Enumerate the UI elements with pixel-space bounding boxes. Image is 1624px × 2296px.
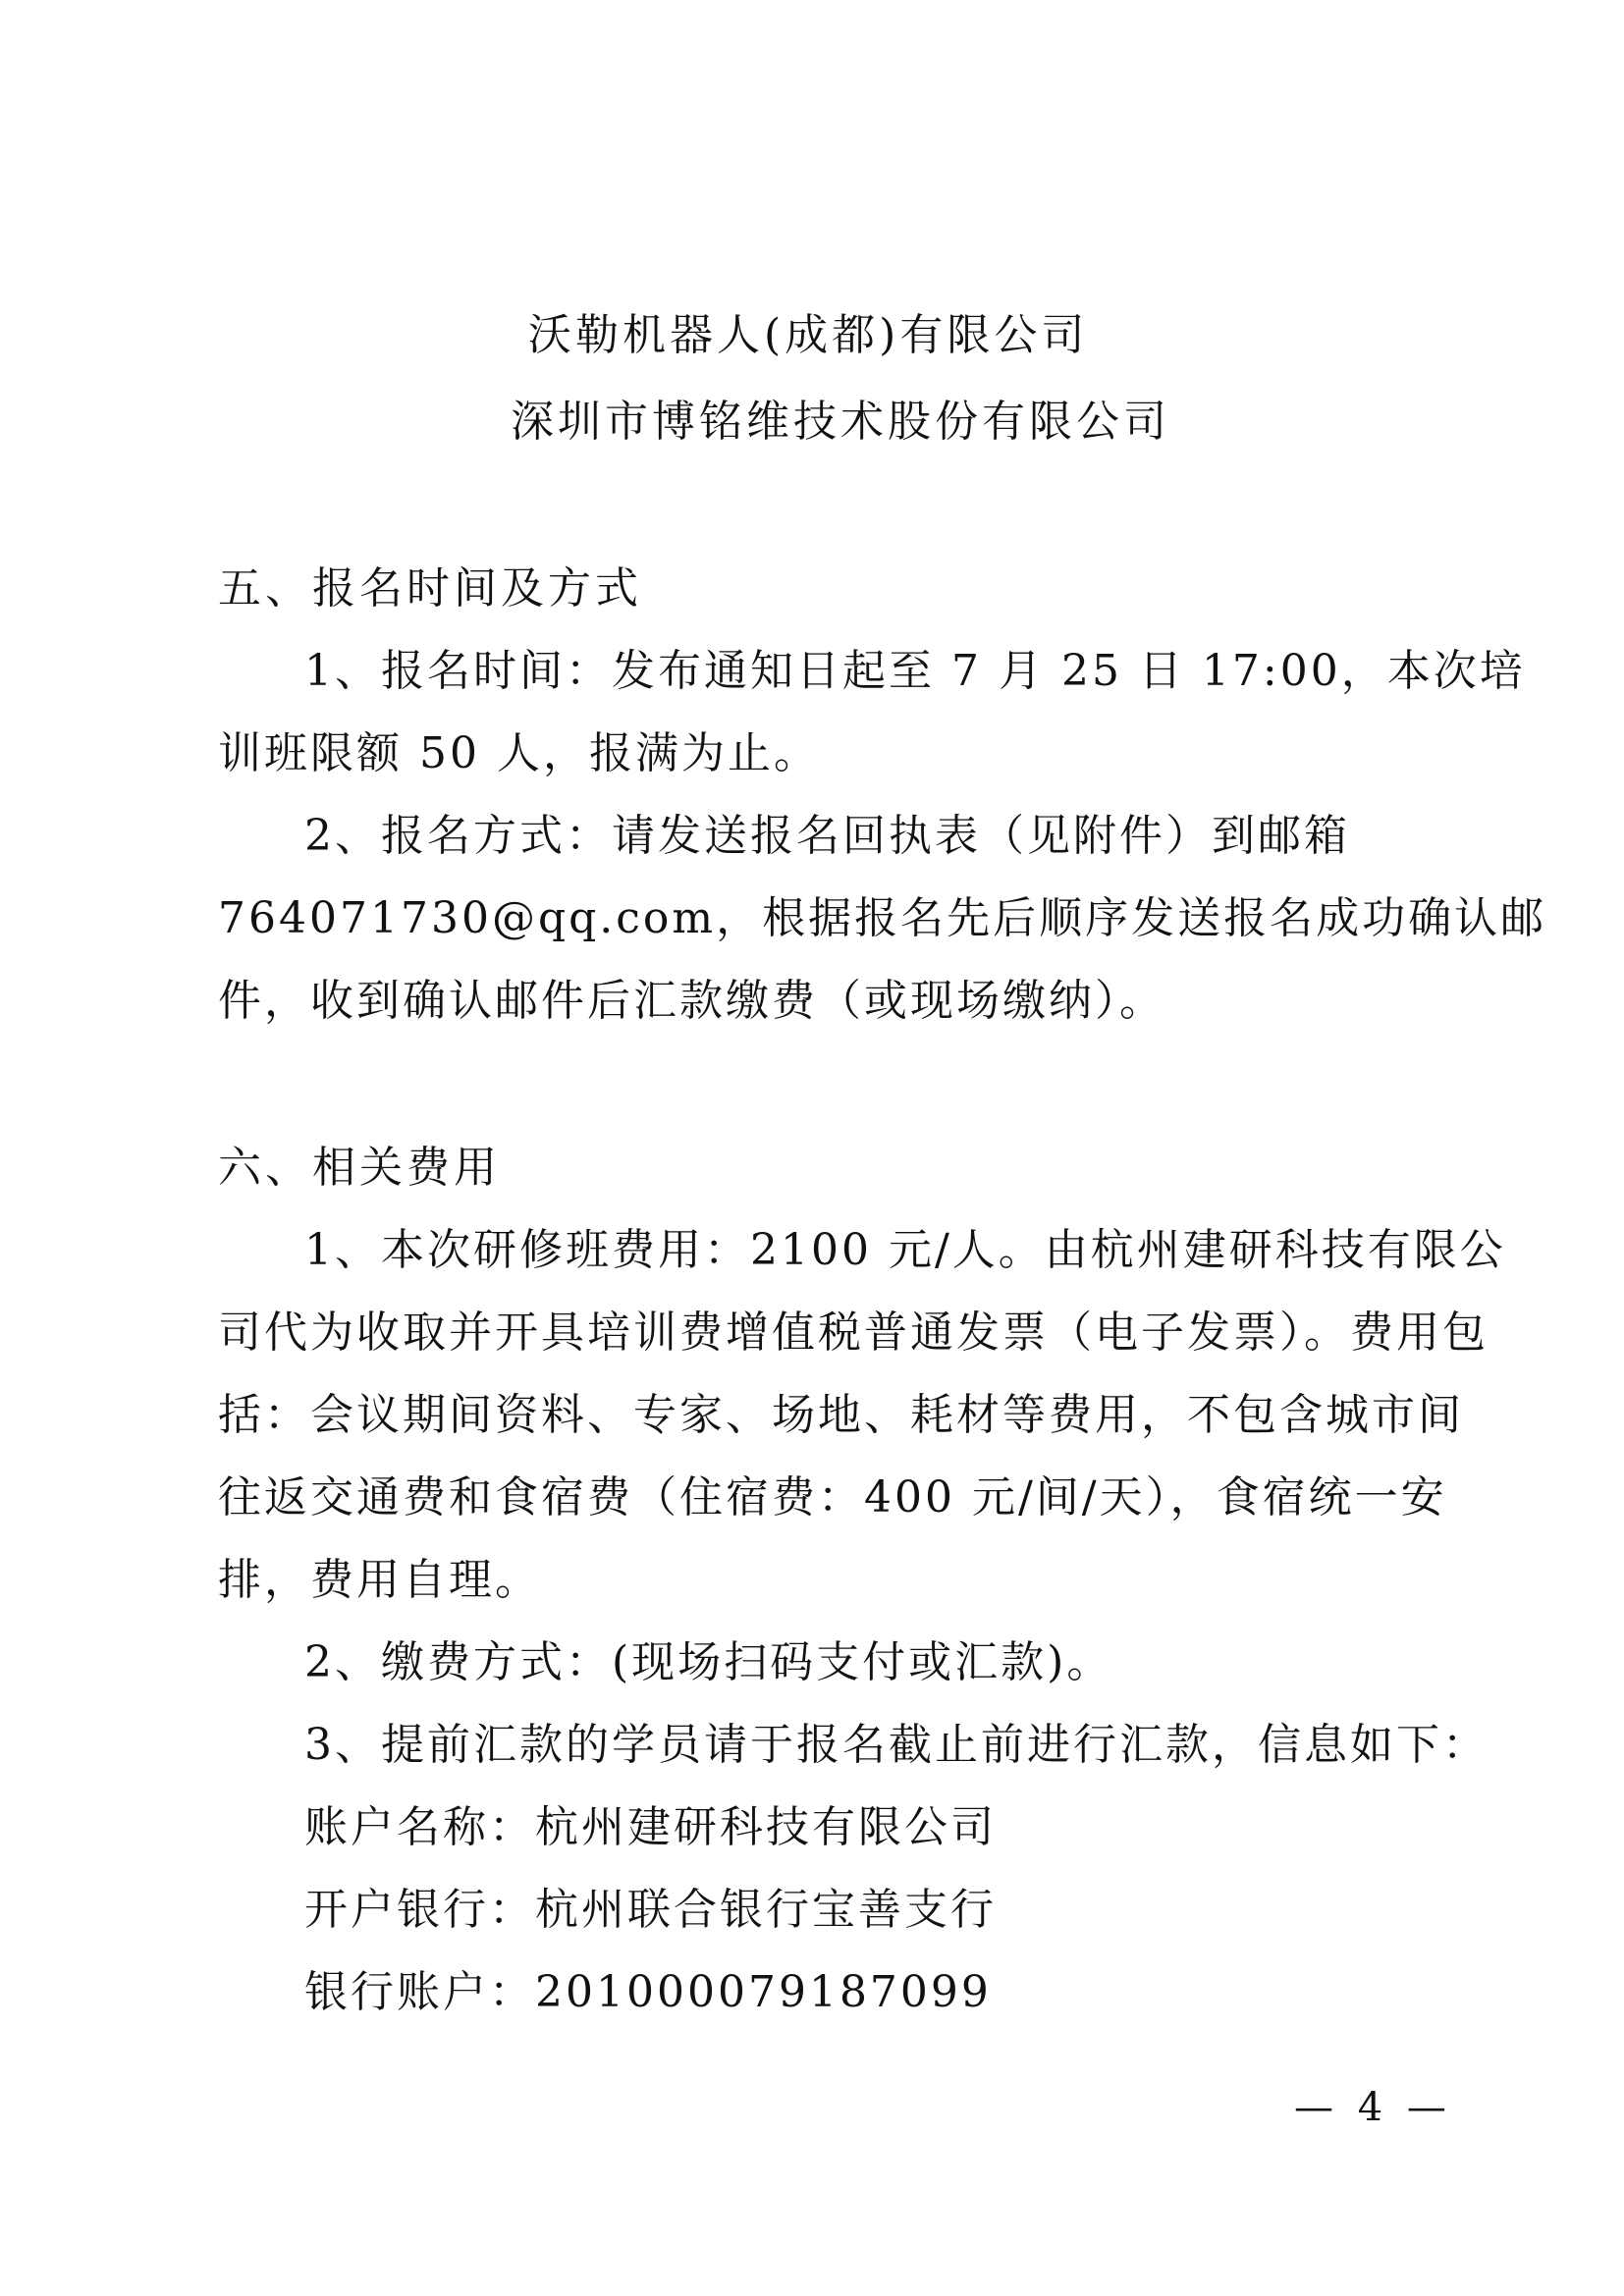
section-6-item-1-line-4: 往返交通费和食宿费（住宿费：400 元/间/天），食宿统一安 xyxy=(218,1472,1447,1522)
section-6-item-3: 3、提前汇款的学员请于报名截止前进行汇款，信息如下： xyxy=(304,1720,1489,1770)
section-6-item-1-line-3: 括：会议期间资料、专家、场地、耗材等费用，不包含城市间 xyxy=(218,1390,1464,1440)
organization-name-2: 深圳市博铭维技术股份有限公司 xyxy=(511,397,1170,447)
section-5-item-2-line-3: 件，收到确认邮件后汇款缴费（或现场缴纳）。 xyxy=(218,976,1165,1026)
organization-name-1: 沃勒机器人(成都)有限公司 xyxy=(528,310,1089,360)
account-number: 银行账户：201000079187099 xyxy=(304,1967,992,2017)
page-number: — 4 — xyxy=(1294,2085,1452,2130)
section-5-heading: 五、报名时间及方式 xyxy=(218,563,642,614)
section-6-item-1-line-2: 司代为收取并开具培训费增值税普通发票（电子发票）。费用包 xyxy=(218,1308,1489,1358)
section-5-item-1-line-2: 训班限额 50 人，报满为止。 xyxy=(218,728,820,778)
account-name: 账户名称：杭州建研科技有限公司 xyxy=(304,1802,997,1852)
section-5-item-2-line-1: 2、报名方式：请发送报名回执表（见附件）到邮箱 xyxy=(304,811,1350,861)
section-5-item-2-line-2: 764071730@qq.com，根据报名先后顺序发送报名成功确认邮 xyxy=(218,893,1547,943)
section-6-item-1-line-5: 排，费用自理。 xyxy=(218,1555,541,1605)
section-6-item-1-line-1: 1、本次研修班费用：2100 元/人。由杭州建研科技有限公 xyxy=(304,1225,1506,1275)
section-6-heading: 六、相关费用 xyxy=(218,1143,501,1193)
section-6-item-2: 2、缴费方式：(现场扫码支付或汇款)。 xyxy=(304,1637,1113,1687)
bank-name: 开户银行：杭州联合银行宝善支行 xyxy=(304,1885,997,1935)
section-5-item-1-line-1: 1、报名时间：发布通知日起至 7 月 25 日 17:00，本次培 xyxy=(304,646,1526,696)
